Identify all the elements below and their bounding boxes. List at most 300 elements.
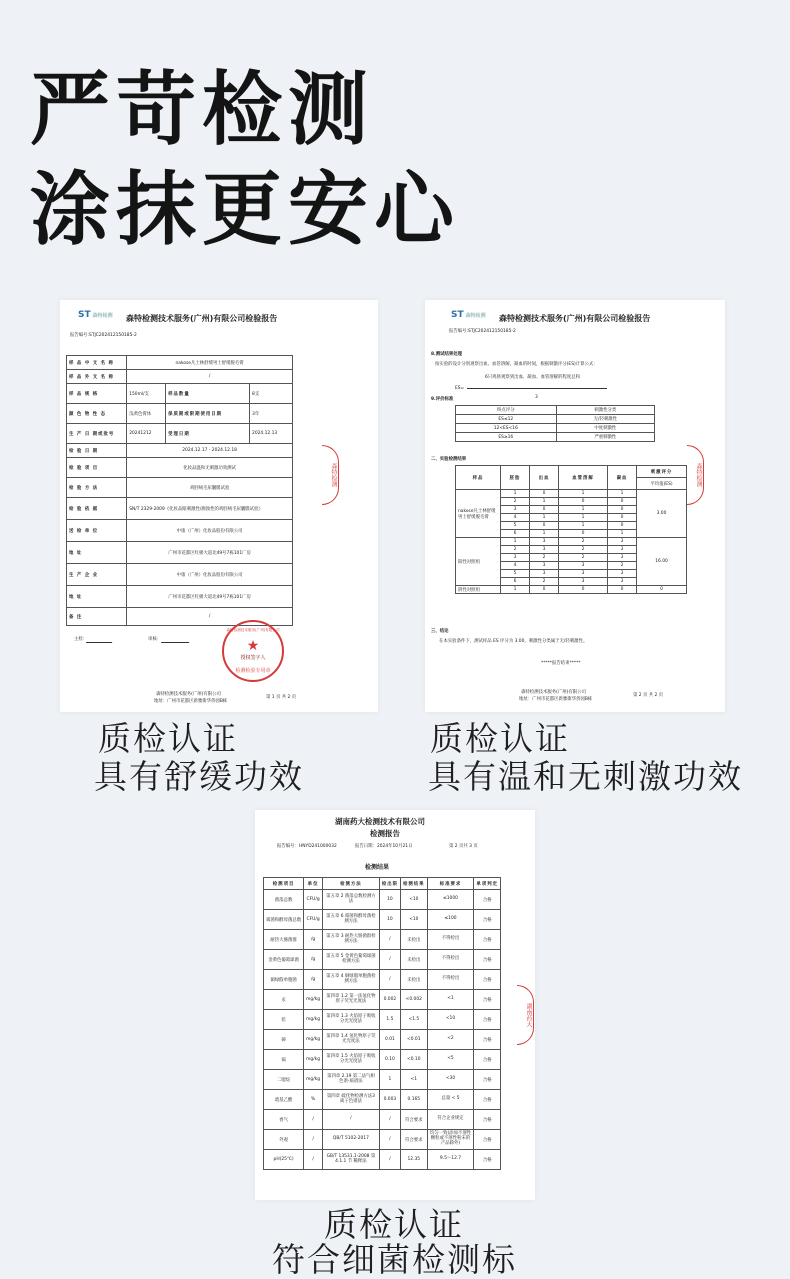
section-8-text: 按实验的设计分别观察出血、血管溶解、凝血的时间，根据刺激评分(ES)计算公式： xyxy=(435,362,598,367)
table-cell: 0 xyxy=(607,498,636,506)
table-cell: 3 xyxy=(530,538,559,546)
table-cell: GB/T 13531.1-2008 第 4.1.1 节 稀释法 xyxy=(323,1150,380,1170)
table-cell: ES≥16 xyxy=(456,433,557,442)
table-cell: 广州市花都区红棉大道北49号7栋101厂房 xyxy=(127,586,293,608)
table-cell: 1 xyxy=(501,586,530,594)
table-cell: 第五章 5 金黄色葡萄球菌检测方法 xyxy=(323,950,380,970)
table-cell: 1 xyxy=(607,530,636,538)
table-cell: 第五章 3 耐热大肠菌群检测方法 xyxy=(323,930,380,950)
table-cell: 符合要求 xyxy=(401,1110,428,1130)
table-cell: 0 xyxy=(607,506,636,514)
table-row xyxy=(264,1070,501,1090)
table-cell: 3 xyxy=(607,570,636,578)
section-9-title: 9.评价标准 xyxy=(431,397,454,402)
table-cell: / xyxy=(379,1150,400,1170)
table-row xyxy=(456,586,687,594)
table-cell: 3 xyxy=(607,554,636,562)
table-cell: mg/kg xyxy=(304,1050,323,1070)
report-left xyxy=(60,300,378,712)
table-cell: mg/kg xyxy=(304,1070,323,1090)
table-cell: % xyxy=(304,1090,323,1110)
caption-bottom-1: 质检认证 xyxy=(324,1205,464,1244)
table-cell: 3 xyxy=(559,578,608,586)
table-row xyxy=(264,1010,501,1030)
table-cell: <1.5 xyxy=(401,1010,428,1030)
table-cell: 菌落总数 xyxy=(264,890,304,910)
table-cell: 阳性对照组 xyxy=(456,538,501,586)
main-inspector-signature xyxy=(86,632,114,643)
table-cell: 1 xyxy=(501,490,530,498)
page-number: 第 1 页 共 2 页 xyxy=(266,695,297,700)
table-cell: QB/T 5102-2017 xyxy=(323,1130,380,1150)
table-row xyxy=(67,520,293,542)
sample-info-table xyxy=(66,355,293,626)
section-2-title: 二、实验检测结果 xyxy=(431,457,467,462)
table-cell: 阴性对照组 xyxy=(456,586,501,594)
table-cell: <1 xyxy=(427,990,474,1010)
table-cell: 3 xyxy=(501,554,530,562)
table-cell: 送 检 单 位 xyxy=(67,520,127,542)
table-cell: 1 xyxy=(607,490,636,498)
table-cell: 镉 xyxy=(264,1050,304,1070)
table-cell: 合格 xyxy=(474,1090,501,1110)
table-cell: 平均值(ES) xyxy=(637,478,687,490)
table-cell: mg/kg xyxy=(304,1030,323,1050)
report-title: 检测报告 xyxy=(370,829,400,838)
table-row xyxy=(264,1110,501,1130)
table-cell: 1 xyxy=(530,530,559,538)
caption-bottom-2: 符合细菌检测标 xyxy=(272,1240,517,1279)
table-cell: 检 验 日 期 xyxy=(67,444,127,458)
table-row xyxy=(456,406,655,415)
table-cell: / xyxy=(379,950,400,970)
table-cell: ES≤12 xyxy=(456,415,557,424)
table-cell: 均匀一致(添加不溶性颗粒或不溶性粉末的产品除外) xyxy=(427,1130,474,1150)
table-cell: 3 xyxy=(607,578,636,586)
table-cell: 霉菌和酵母菌总数 xyxy=(264,910,304,930)
table-row xyxy=(264,970,501,990)
table-cell: 颜 色 物 性 态 xyxy=(67,404,127,424)
table-cell: 样 品 中 文 名 称 xyxy=(67,356,127,370)
table-cell: 0 xyxy=(530,490,559,498)
table-cell: 1 xyxy=(379,1070,400,1090)
table-cell: 第五章 2 菌落总数检测方法 xyxy=(323,890,380,910)
stamp-bottom-text: 检测检验专用章 xyxy=(235,668,271,674)
table-cell: 0 xyxy=(530,586,559,594)
table-cell: 4 xyxy=(501,562,530,570)
table-cell: / xyxy=(379,1130,400,1150)
caption-right-2: 具有温和无刺激功效 xyxy=(428,757,743,796)
table-row xyxy=(264,950,501,970)
table-cell: 耐热大肠菌群 xyxy=(264,930,304,950)
table-cell: 0 xyxy=(607,522,636,530)
table-cell: 不得检出 xyxy=(427,950,474,970)
table-cell: 汞 xyxy=(264,990,304,1010)
table-cell: 3 xyxy=(607,546,636,554)
results-table xyxy=(455,465,687,594)
table-cell: 3 xyxy=(501,506,530,514)
table-cell: 第四章 2.19 第二法气相色谱-质谱法 xyxy=(323,1070,380,1090)
table-row xyxy=(456,538,687,546)
table-cell: 保质期或限期使用日期 xyxy=(166,404,250,424)
table-cell: 外观 xyxy=(264,1130,304,1150)
table-row xyxy=(456,490,687,498)
table-cell: 样 品 外 文 名 称 xyxy=(67,370,127,384)
table-cell: 0 xyxy=(530,522,559,530)
table-cell: 1 xyxy=(559,506,608,514)
table-row xyxy=(264,990,501,1010)
table-cell: 检 验 依 据 xyxy=(67,498,127,520)
company-logo xyxy=(78,310,113,320)
table-cell: 浅黄色膏体 xyxy=(127,404,166,424)
table-cell: 3 xyxy=(530,546,559,554)
table-row xyxy=(264,878,501,890)
table-cell: ≤1000 xyxy=(427,890,474,910)
table-cell: 1 xyxy=(559,522,608,530)
table-cell: 10 xyxy=(379,910,400,930)
table-cell: 2024.12.17 - 2024.12.18 xyxy=(127,444,293,458)
table-cell: 合格 xyxy=(474,1070,501,1090)
table-cell: / xyxy=(304,1110,323,1130)
table-row xyxy=(264,1030,501,1050)
table-cell: nakose凡士林舒缓男士舒缓脱毛膏 xyxy=(456,490,501,538)
table-cell: 0 xyxy=(637,586,687,594)
table-cell: 2 xyxy=(607,562,636,570)
table-cell: 2 xyxy=(559,546,608,554)
table-cell: 鸡胚绒毛尿囊膜试验 xyxy=(127,478,293,498)
table-cell: pH(25℃) xyxy=(264,1150,304,1170)
table-cell: 广州市花都区红棉大道北49号7栋101厂房 xyxy=(127,542,293,564)
table-row xyxy=(264,1050,501,1070)
table-row xyxy=(67,384,293,404)
table-cell: 3 xyxy=(530,570,559,578)
table-cell: 0.01 xyxy=(379,1030,400,1050)
table-cell: 5 xyxy=(501,570,530,578)
table-cell: 备 注 xyxy=(67,608,127,626)
section-8-title: 8.测试结果处理 xyxy=(431,352,463,357)
table-cell: 铅 xyxy=(264,1010,304,1030)
table-cell: 单位 xyxy=(304,878,323,890)
table-row xyxy=(67,478,293,498)
table-cell: CFU/g xyxy=(304,910,323,930)
table-cell: 未检出 xyxy=(401,970,428,990)
headline-line-2: 涂抹更安心 xyxy=(30,163,460,256)
table-cell: 3 xyxy=(559,562,608,570)
table-cell: 6 xyxy=(501,578,530,586)
table-cell: 终点评分 xyxy=(456,406,557,415)
table-cell: 2 xyxy=(559,554,608,562)
table-cell: / xyxy=(379,1110,400,1130)
section-3-title: 三、结论 xyxy=(431,629,449,634)
page-number: 第 2 页 共 2 页 xyxy=(633,693,664,698)
caption-right-1: 质检认证 xyxy=(430,719,570,758)
table-row xyxy=(456,415,655,424)
report-org-title: 森特检测技术服务(广州)有限公司检验报告 xyxy=(499,314,651,323)
conclusion-text: 在本实验条件下，测试样品 ES 评分为 3.00，刺激性分类属于无/轻刺激性。 xyxy=(439,639,588,644)
table-cell: 2 xyxy=(530,554,559,562)
table-cell: 金黄色葡萄球菌 xyxy=(264,950,304,970)
report-org-title: 湖南药大检测技术有限公司 xyxy=(335,817,425,826)
main-inspector-label: 主检： xyxy=(74,637,88,642)
section-8-es-label: ES= xyxy=(455,386,465,391)
table-cell: <5 xyxy=(427,1050,474,1070)
table-cell: / xyxy=(379,930,400,950)
table-cell: 无/轻刺激性 xyxy=(556,415,654,424)
table-cell: 第四章 1.2 第一法氢化物原子荧光光度法 xyxy=(323,990,380,1010)
table-row xyxy=(67,498,293,520)
table-cell: /g xyxy=(304,970,323,990)
table-cell: 3.00 xyxy=(637,490,687,538)
table-cell: 1 xyxy=(559,490,608,498)
table-cell: 血管溶解 xyxy=(559,466,608,490)
table-cell: 0.165 xyxy=(401,1090,428,1110)
table-cell: 刺激评分 xyxy=(637,466,687,478)
table-cell: 0.003 xyxy=(379,1090,400,1110)
fraction-line xyxy=(467,388,607,389)
table-cell: 0 xyxy=(559,586,608,594)
table-cell: CFU/g xyxy=(304,890,323,910)
table-cell: 第四章 硫化物检测方法3 离子色谱法 xyxy=(323,1090,380,1110)
table-cell: 0 xyxy=(607,514,636,522)
headline-line-1: 严苛检测 xyxy=(30,63,374,156)
table-cell: 20241212 xyxy=(127,424,166,444)
table-cell: / xyxy=(323,1110,380,1130)
seam-stamp: 森特检测 xyxy=(687,445,704,505)
table-cell: 不得检出 xyxy=(427,930,474,950)
bacteria-results-table xyxy=(263,877,501,1170)
table-cell: 2 xyxy=(530,578,559,586)
table-row xyxy=(456,424,655,433)
table-cell: 9.5～12.7 xyxy=(427,1150,474,1170)
table-cell: <0.10 xyxy=(401,1050,428,1070)
table-cell: 0.002 xyxy=(379,990,400,1010)
report-number: 报告编号:STJC202412150185-2 xyxy=(449,329,516,334)
table-cell: 1.5 xyxy=(379,1010,400,1030)
table-cell: <10 xyxy=(401,890,428,910)
table-cell: 检 验 方 法 xyxy=(67,478,127,498)
table-cell: 凝血 xyxy=(607,466,636,490)
table-cell: 合格 xyxy=(474,1050,501,1070)
table-cell: 0 xyxy=(607,586,636,594)
table-row xyxy=(67,424,293,444)
footer-org: 森特检测技术服务(广州)有限公司 xyxy=(521,690,586,695)
table-cell: 合格 xyxy=(474,1130,501,1150)
report-end: *****报告结束***** xyxy=(541,661,581,666)
company-logo xyxy=(451,310,486,320)
table-cell: mg/kg xyxy=(304,990,323,1010)
report-org-title: 森特检测技术服务(广州)有限公司检验报告 xyxy=(126,314,278,323)
table-cell: 6 xyxy=(501,530,530,538)
table-cell: 1 xyxy=(530,514,559,522)
seam-stamp: 森特检测 xyxy=(322,445,339,505)
table-cell: 1 xyxy=(501,538,530,546)
table-cell: 合格 xyxy=(474,990,501,1010)
table-cell: 合格 xyxy=(474,930,501,950)
table-cell: / xyxy=(127,370,293,384)
table-cell: 符合要求 xyxy=(401,1130,428,1150)
page-number: 第 2 页共 3 页 xyxy=(449,844,478,849)
table-row xyxy=(67,564,293,586)
table-cell: 严重刺激性 xyxy=(556,433,654,442)
table-cell: 样品 xyxy=(456,466,501,490)
table-cell: /g xyxy=(304,950,323,970)
table-cell: / xyxy=(127,608,293,626)
table-cell: 合格 xyxy=(474,1150,501,1170)
table-row xyxy=(264,930,501,950)
table-cell: 检 验 项 目 xyxy=(67,458,127,478)
reviewer-signature xyxy=(161,632,191,643)
evaluation-table xyxy=(455,405,655,442)
table-cell: 第四章 1.3 火焰原子吸收分光光度法 xyxy=(323,1010,380,1030)
table-cell: 生 产 日 期或批号 xyxy=(67,424,127,444)
es-value: 3 xyxy=(535,395,538,400)
table-cell: 16.00 xyxy=(637,538,687,586)
table-cell: 10 xyxy=(379,890,400,910)
table-row xyxy=(264,1130,501,1150)
table-row xyxy=(67,542,293,564)
table-row xyxy=(456,433,655,442)
table-cell: 砷 xyxy=(264,1030,304,1050)
report-number: 报告编号:STJC202412150185-2 xyxy=(70,333,137,338)
table-cell: /g xyxy=(304,930,323,950)
table-cell: 2 xyxy=(501,498,530,506)
logo-subtext: 森特检测 xyxy=(465,313,486,319)
table-cell: 合格 xyxy=(474,950,501,970)
table-cell: <10 xyxy=(401,910,428,930)
table-cell: 合格 xyxy=(474,890,501,910)
table-cell: 地 址 xyxy=(67,542,127,564)
table-cell: 8支 xyxy=(250,384,293,404)
table-cell: 单项判定 xyxy=(474,878,501,890)
table-cell: 150ml/支 xyxy=(127,384,166,404)
table-row xyxy=(264,910,501,930)
table-cell: 中康（广州）化妆品股份有限公司 xyxy=(127,564,293,586)
seam-stamp: 湖南药大 xyxy=(517,985,534,1045)
table-cell: 合格 xyxy=(474,1030,501,1050)
report-number: 报告编号：HNYD241000032 xyxy=(277,844,337,849)
footer-address: 地址：广州市花都区新雅街华侨园B栋 xyxy=(154,699,228,704)
table-cell: / xyxy=(379,970,400,990)
table-cell: 合格 xyxy=(474,1010,501,1030)
table-cell: <2 xyxy=(427,1030,474,1050)
table-cell: 二噁烷 xyxy=(264,1070,304,1090)
table-cell: 2024.12.13 xyxy=(250,424,293,444)
table-row xyxy=(67,356,293,370)
table-cell: 标准要求 xyxy=(427,878,474,890)
table-cell: 3 xyxy=(607,538,636,546)
table-cell: mg/kg xyxy=(304,1010,323,1030)
table-row xyxy=(67,458,293,478)
table-cell: ≤100 xyxy=(427,910,474,930)
table-cell: <1 xyxy=(401,1070,428,1090)
table-cell: 刺激性分类 xyxy=(556,406,654,415)
caption-left-2: 具有舒缓功效 xyxy=(94,757,304,796)
logo-subtext: 森特检测 xyxy=(92,313,113,319)
table-cell: 第五章 6 霉菌和酵母菌检测方法 xyxy=(323,910,380,930)
table-cell: 3 xyxy=(559,570,608,578)
table-cell: 0 xyxy=(559,498,608,506)
table-cell: 合格 xyxy=(474,910,501,930)
table-row xyxy=(67,444,293,458)
table-cell: 中康（广州）化妆品股份有限公司 xyxy=(127,520,293,542)
table-row xyxy=(67,586,293,608)
table-cell: 2 xyxy=(559,538,608,546)
star-icon: ★ xyxy=(246,638,260,654)
table-cell: 铜绿假单胞菌 xyxy=(264,970,304,990)
table-cell: / xyxy=(304,1150,323,1170)
table-cell: 5 xyxy=(501,522,530,530)
table-cell: 总量 < 5 xyxy=(427,1090,474,1110)
table-cell: 4 xyxy=(501,514,530,522)
table-row xyxy=(264,1090,501,1110)
table-cell: <30 xyxy=(427,1070,474,1090)
table-cell: 3 xyxy=(530,562,559,570)
official-stamp xyxy=(222,620,284,682)
table-row xyxy=(67,370,293,384)
table-cell: 检测方法 xyxy=(323,878,380,890)
logo-mark: ST xyxy=(451,310,464,320)
table-cell: 样品数量 xyxy=(166,384,250,404)
table-cell: 合格 xyxy=(474,1110,501,1130)
table-cell: 2 xyxy=(501,546,530,554)
table-row xyxy=(456,466,687,478)
section-title: 检测结果 xyxy=(365,864,390,871)
section-8-formula: 6只鸡胚观察到出血、凝血、血管溶解的程度总和 xyxy=(485,375,580,380)
report-date: 报告日期：2024年10月21日 xyxy=(355,844,413,849)
table-cell: 出血 xyxy=(530,466,559,490)
table-cell: 合格 xyxy=(474,970,501,990)
footer-org: 森特检测技术服务(广州)有限公司 xyxy=(156,692,221,697)
table-cell: 3年 xyxy=(250,404,293,424)
table-cell: <10 xyxy=(427,1010,474,1030)
stamp-center-text: 授权签字人 xyxy=(240,655,266,661)
logo-mark: ST xyxy=(78,310,91,320)
table-cell: SN/T 2329-2009《化妆品眼刺激性/腐蚀性的鸡胚绒毛尿囊膜试验》 xyxy=(127,498,293,520)
table-cell: / xyxy=(304,1130,323,1150)
table-cell: 0.10 xyxy=(379,1050,400,1070)
table-cell: 未检出 xyxy=(401,950,428,970)
table-cell: 地 址 xyxy=(67,586,127,608)
footer-address: 地址：广州市花都区新雅街华侨园B栋 xyxy=(519,697,593,702)
table-cell: 检测结果 xyxy=(401,878,428,890)
table-cell: 检测项目 xyxy=(264,878,304,890)
caption-left-1: 质检认证 xyxy=(98,719,238,758)
table-cell: 中度刺激性 xyxy=(556,424,654,433)
table-cell: 12.35 xyxy=(401,1150,428,1170)
stamp-ring-text: 森特检测技术服务(广州)有限公司 xyxy=(226,628,280,632)
table-cell: 第四章 1.5 火焰原子吸收分光光度法 xyxy=(323,1050,380,1070)
table-row xyxy=(264,890,501,910)
table-cell: <0.01 xyxy=(401,1030,428,1050)
table-cell: 样 品 规 格 xyxy=(67,384,127,404)
table-row xyxy=(67,404,293,424)
table-cell: 巯基乙酸 xyxy=(264,1090,304,1110)
table-cell: 胚胎 xyxy=(501,466,530,490)
table-cell: 0 xyxy=(559,530,608,538)
table-cell: nakose凡士林舒缓男士舒缓脱毛膏 xyxy=(127,356,293,370)
table-cell: 1 xyxy=(530,498,559,506)
table-cell: 受理日期 xyxy=(166,424,250,444)
table-cell: 化妆品温和无刺激功效测试 xyxy=(127,458,293,478)
table-cell: <0.002 xyxy=(401,990,428,1010)
table-cell: 第四章 1.4 氢化物原子荧光光度法 xyxy=(323,1030,380,1050)
table-cell: 未检出 xyxy=(401,930,428,950)
table-cell: 1 xyxy=(559,514,608,522)
reviewer-label: 审核： xyxy=(148,637,162,642)
table-cell: 香气 xyxy=(264,1110,304,1130)
table-cell: 12<ES<16 xyxy=(456,424,557,433)
report-right xyxy=(425,300,725,712)
